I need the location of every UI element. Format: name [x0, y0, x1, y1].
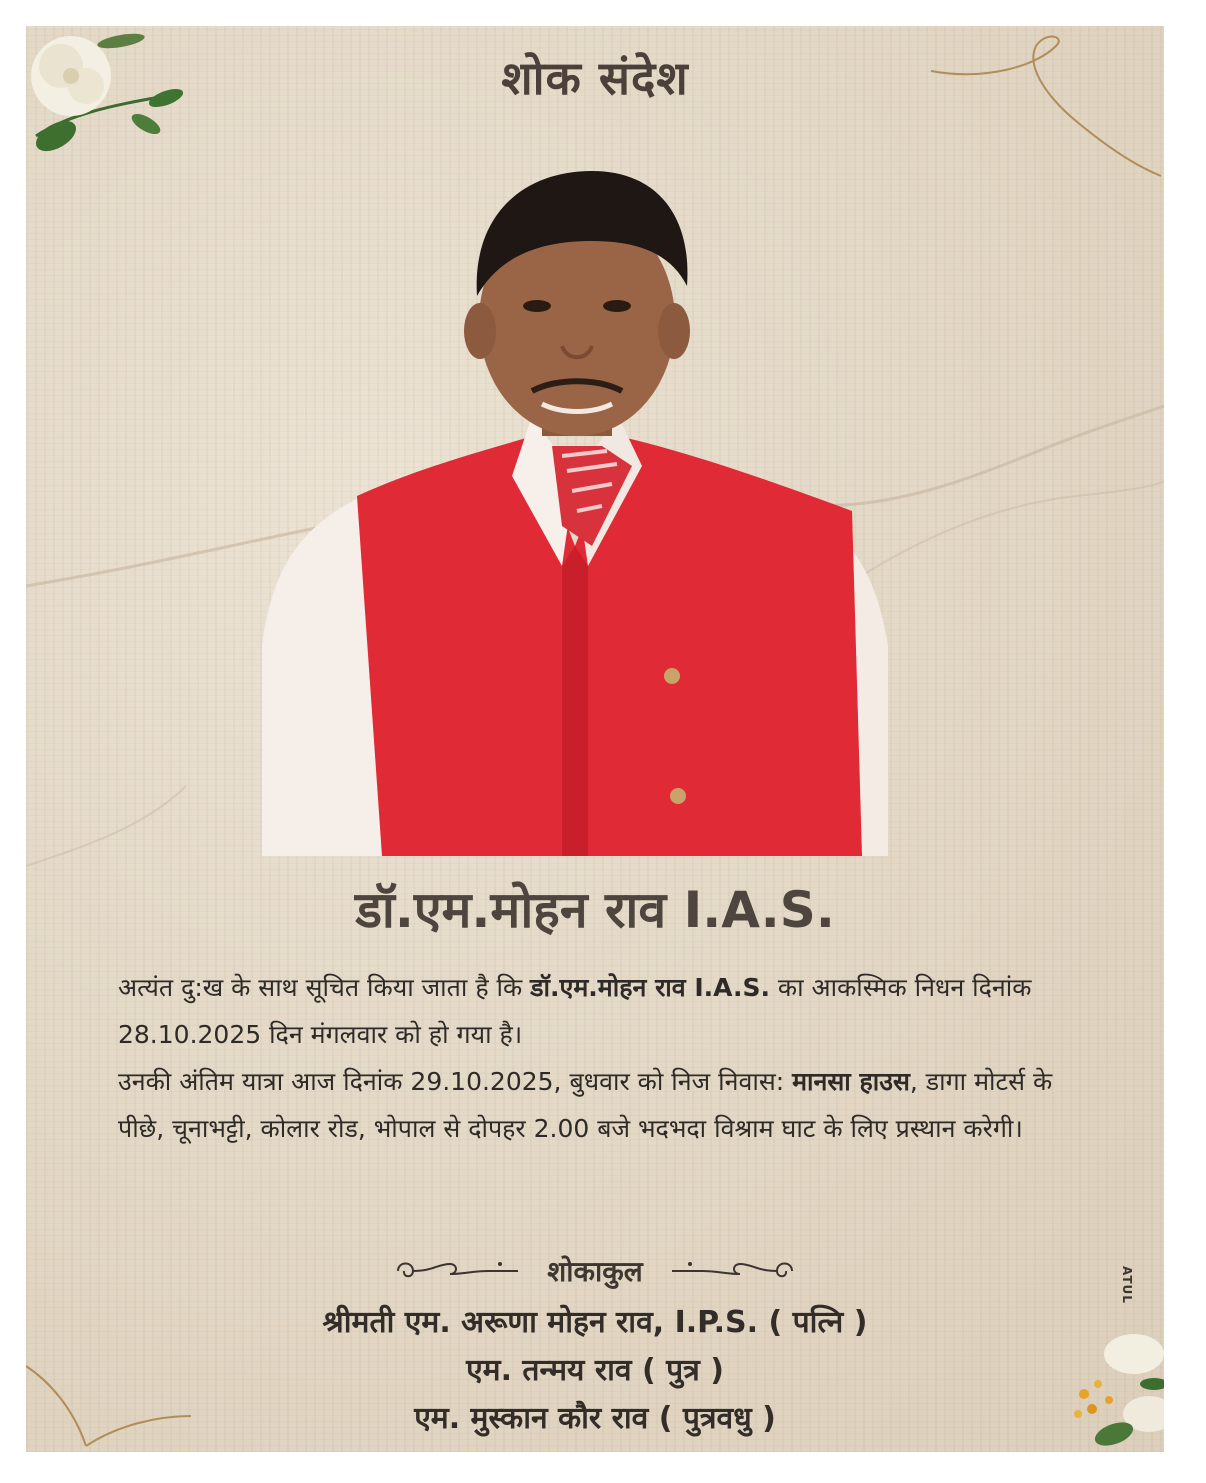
condolence-message — [118, 964, 1088, 1152]
message-name-highlight: डॉ.एम.मोहन राव I.A.S. — [530, 973, 770, 1002]
deceased-name: डॉ.एम.मोहन राव I.A.S. — [355, 881, 835, 939]
mourners-header — [26, 1252, 1164, 1296]
flourish-right-icon — [662, 1256, 802, 1286]
message-paragraph-2 — [118, 1058, 1088, 1152]
page-title: शोक संदेश — [501, 51, 689, 105]
flourish-left-icon — [388, 1256, 528, 1286]
message-text: अत्यंत दु:ख के साथ सूचित किया जाता है कि — [118, 973, 531, 1002]
message-text: उनकी अंतिम यात्रा आज दिनांक 29.10.2025, बुधवार को निज निवास: — [118, 1067, 793, 1096]
message-paragraph-1 — [118, 964, 1088, 1058]
designer-credit: ATUL — [1120, 1266, 1134, 1304]
message-text: का आकस्मिक निधन दिनांक 28.10.2025 दिन मंगलवार को हो गया है। — [118, 973, 1032, 1049]
condolence-card — [26, 26, 1164, 1452]
residence-highlight: मानसा हाउस — [792, 1067, 910, 1096]
message-text: , डागा मोटर्स के पीछे, चूनाभट्टी, कोलार रोड, भोपाल से दोपहर 2.00 बजे भदभदा विश्राम घाट के लिए प्रस्थान करेगी। — [118, 1067, 1053, 1143]
mourner-son: एम. तन्मय राव ( पुत्र ) — [466, 1353, 724, 1388]
portrait-photo — [262, 146, 888, 856]
mourner-wife: श्रीमती एम. अरूणा मोहन राव, I.P.S. ( पत्नि ) — [322, 1305, 868, 1340]
mourners-label: शोकाकुल — [547, 1255, 643, 1288]
mourner-daughter-in-law: एम. मुस्कान कौर राव ( पुत्रवधु ) — [414, 1401, 776, 1436]
